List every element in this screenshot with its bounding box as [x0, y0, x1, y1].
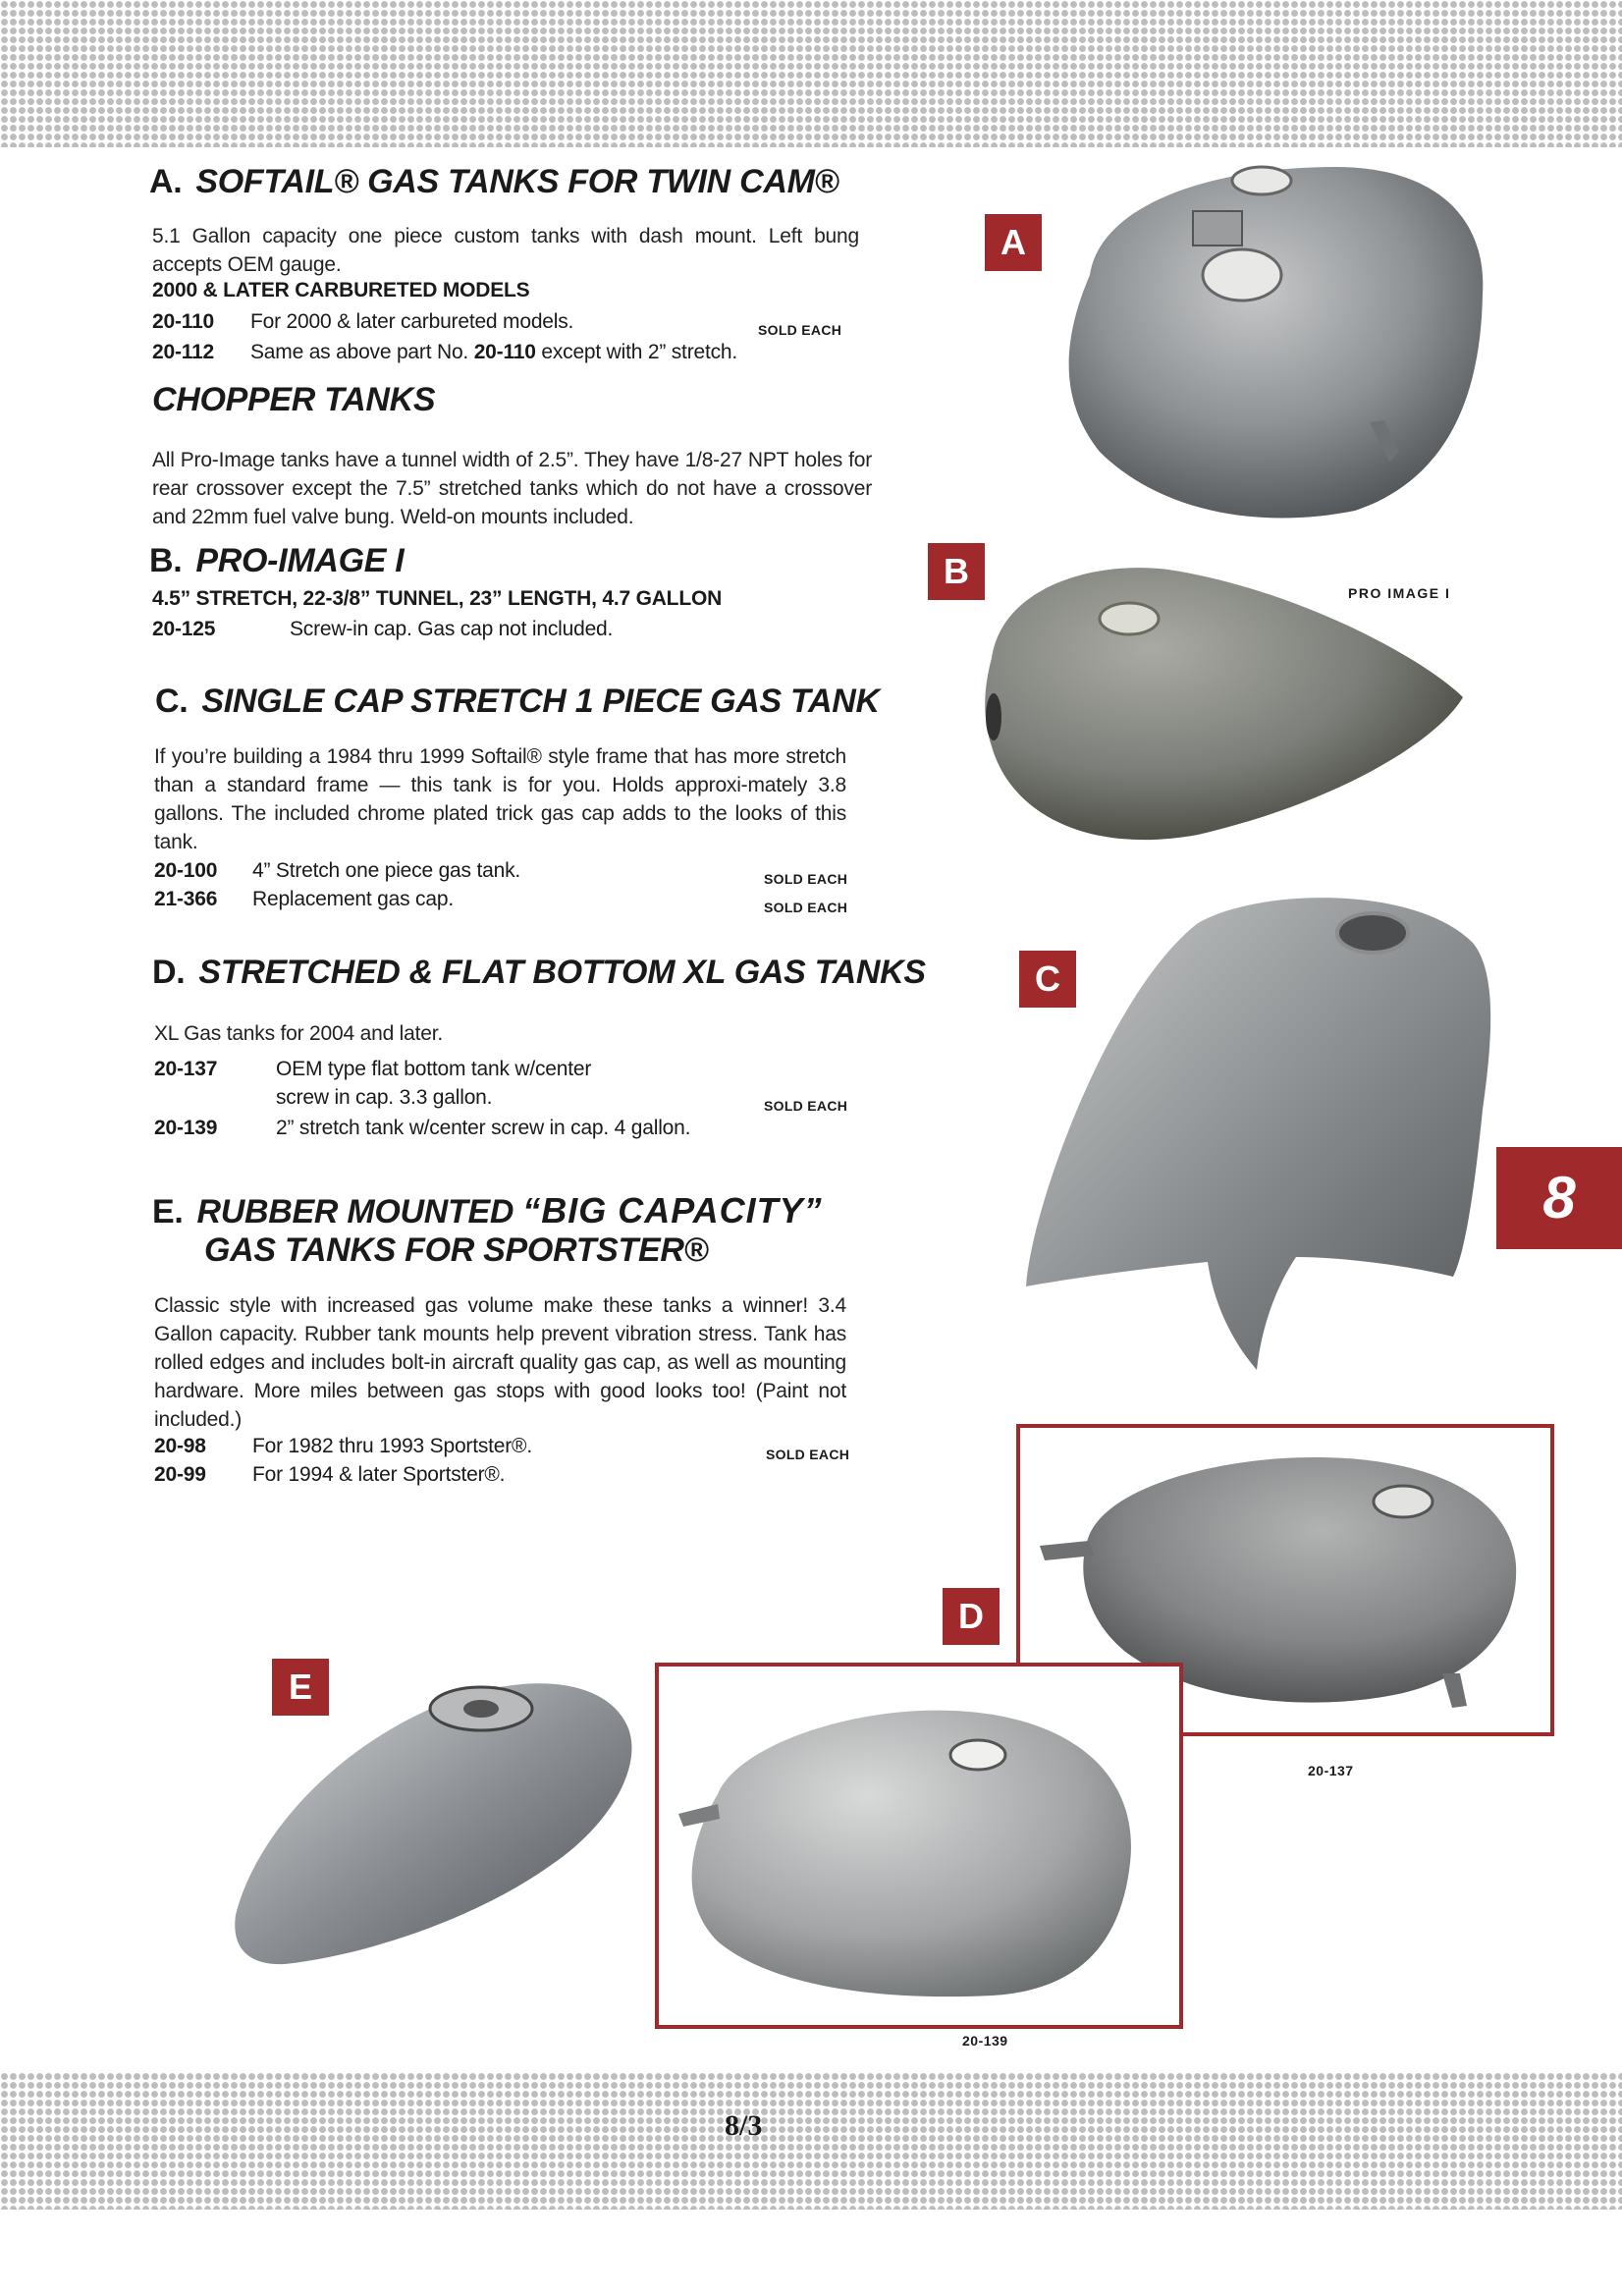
photo-frame-20-139: [655, 1663, 1183, 2029]
sold-each-note: SOLD EACH: [764, 871, 848, 887]
section-e-title: [152, 1190, 823, 1231]
section-e-title-line2: GAS TANKS FOR SPORTSTER®: [204, 1231, 709, 1269]
part-number: 20-99: [154, 1463, 206, 1486]
sold-each-note: SOLD EACH: [766, 1447, 850, 1462]
photo-softail-tank: [1011, 157, 1502, 530]
section-a-description: 5.1 Gallon capacity one piece custom tanks with dash mount. Left bung accepts OEM gauge.: [152, 225, 859, 276]
section-b-title: [149, 542, 404, 580]
section-c-name: SINGLE CAP STRETCH 1 PIECE GAS TANK: [201, 683, 880, 720]
section-d-title: [152, 954, 926, 992]
section-e-letter: E.: [152, 1193, 184, 1230]
sold-each-note: SOLD EACH: [764, 900, 848, 915]
sold-each-note: SOLD EACH: [758, 322, 842, 338]
section-c-description: If you’re building a 1984 thru 1999 Softail® style frame that has more stretch than a standard frame — this tank is for you. Holds approxi-mately 3.8 gallons. The included chrome plated trick gas cap adds to the looks of this tank.: [154, 745, 846, 853]
part-row-20-137-continued: [154, 1084, 851, 1112]
part-number: 20-98: [154, 1435, 206, 1457]
section-a-title: [149, 163, 838, 201]
part-description: [250, 339, 737, 366]
section-d-letter: D.: [152, 954, 186, 991]
section-e-name-pre: RUBBER MOUNTED: [196, 1193, 523, 1230]
section-b-subhead: 4.5” STRETCH, 22-3/8” TUNNEL, 23” LENGTH, 4.7 GALLON: [152, 587, 723, 610]
part-description: For 2000 & later carbureted models.: [250, 310, 574, 333]
part-number: 20-110: [152, 310, 215, 333]
part-description: For 1994 & later Sportster®.: [252, 1463, 506, 1486]
part-description: Screw-in cap. Gas cap not included.: [290, 618, 614, 640]
part-row-20-112: [152, 339, 849, 366]
section-a-letter: A.: [149, 163, 183, 200]
top-halftone-band: [0, 0, 1622, 147]
section-b-name: PRO-IMAGE I: [195, 542, 405, 579]
part-row-20-98: [154, 1433, 851, 1460]
section-c-title: [155, 683, 880, 721]
chopper-tanks-heading: CHOPPER TANKS: [152, 381, 436, 418]
chapter-tab: 8: [1496, 1147, 1622, 1249]
caption-pro-image: PRO IMAGE I: [1348, 585, 1451, 601]
part-description-post: except with 2” stretch.: [535, 341, 738, 363]
part-description: OEM type flat bottom tank w/center: [276, 1058, 592, 1080]
section-d-description: XL Gas tanks for 2004 and later.: [154, 1022, 444, 1045]
part-reference: 20-110: [473, 341, 536, 363]
part-row-20-100: [154, 857, 851, 885]
section-e-name-emphasis: “BIG CAPACITY”: [522, 1190, 823, 1230]
section-d-name: STRETCHED & FLAT BOTTOM XL GAS TANKS: [198, 954, 926, 991]
photo-single-cap-tank: [1001, 884, 1502, 1375]
part-row-21-366: [154, 886, 851, 913]
bottom-halftone-band: [0, 2072, 1622, 2210]
part-description: 4” Stretch one piece gas tank.: [252, 859, 520, 882]
photo-label-c: C: [1019, 951, 1076, 1008]
part-number: 20-137: [154, 1058, 218, 1080]
section-c-letter: C.: [155, 683, 189, 720]
part-number: 20-139: [154, 1117, 218, 1139]
part-description: For 1982 thru 1993 Sportster®.: [252, 1435, 532, 1457]
part-row-20-137: [154, 1056, 851, 1083]
photo-big-capacity-tank: [196, 1660, 648, 1984]
part-row-20-139: [154, 1115, 851, 1142]
part-row-20-99: [154, 1461, 851, 1489]
part-description-pre: Same as above part No.: [250, 341, 474, 363]
section-a-subhead: 2000 & LATER CARBURETED MODELS: [152, 279, 530, 301]
part-number: 20-125: [152, 618, 216, 640]
photo-stretch-xl-tank: [659, 1667, 1179, 2025]
part-number: 21-366: [154, 888, 218, 910]
part-number: 20-112: [152, 341, 215, 363]
section-e-description: Classic style with increased gas volume make these tanks a winner! 3.4 Gallon capacity. Rubber tank mounts help prevent vibration stress. Tank has rolled edges and includes bolt-in aircraft quality gas cap, as well as mounting hardware. More miles between gas stops with good looks too! (Paint not included.): [154, 1294, 846, 1431]
part-row-20-125: [152, 616, 849, 643]
part-description: 2” stretch tank w/center screw in cap. 4 gallon.: [276, 1117, 691, 1139]
caption-20-139: 20-139: [962, 2033, 1008, 2049]
photo-label-b: B: [928, 543, 985, 600]
photo-label-e: E: [272, 1659, 329, 1716]
section-a-name: SOFTAIL® GAS TANKS FOR TWIN CAM®: [195, 163, 839, 200]
caption-20-137: 20-137: [1308, 1763, 1354, 1778]
photo-label-d: D: [943, 1588, 1000, 1645]
photo-label-a: A: [985, 214, 1042, 271]
part-number: 20-100: [154, 859, 218, 882]
part-description-continued: screw in cap. 3.3 gallon.: [276, 1086, 493, 1109]
page-number: 8/3: [725, 2109, 763, 2142]
part-row-20-110: [152, 308, 849, 336]
sold-each-note: SOLD EACH: [764, 1098, 848, 1114]
chopper-tanks-description: All Pro-Image tanks have a tunnel width of 2.5”. They have 1/8-27 NPT holes for rear crossover except the 7.5” stretched tanks which do not have a crossover and 22mm fuel valve bung. Weld-on mounts included.: [152, 449, 872, 528]
part-description: Replacement gas cap.: [252, 888, 454, 910]
section-b-letter: B.: [149, 542, 183, 579]
